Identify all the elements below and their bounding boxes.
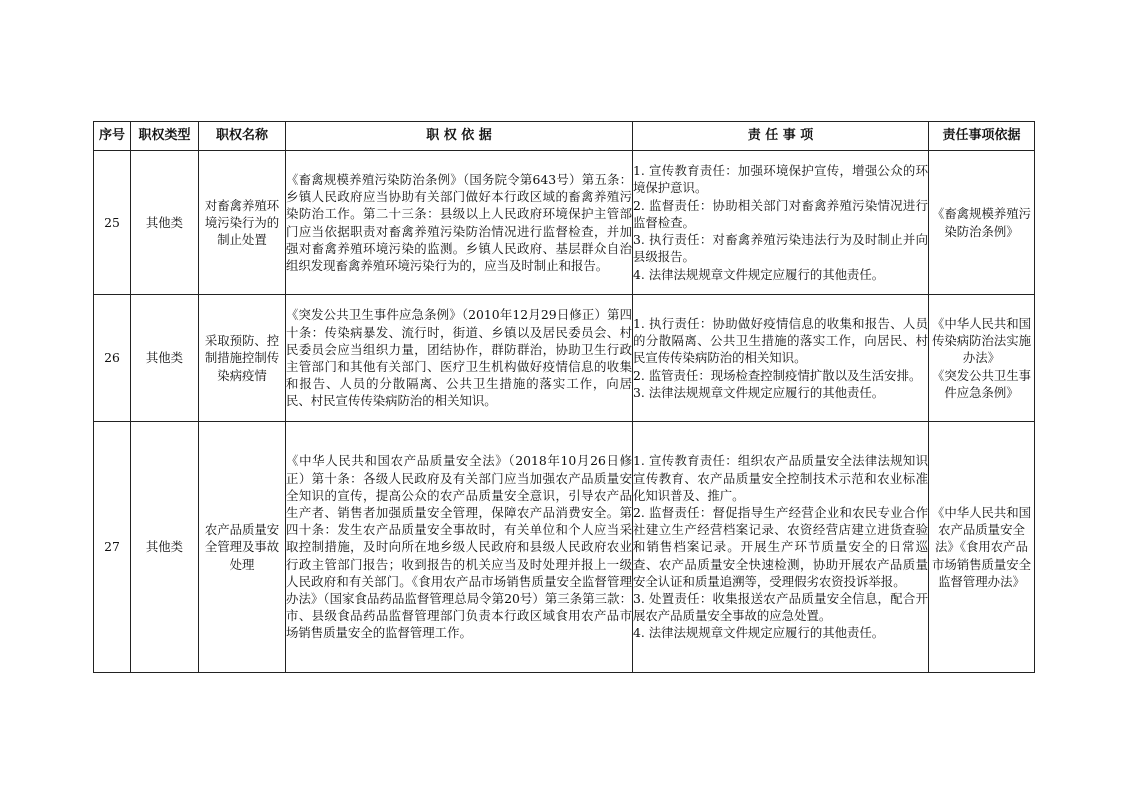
responsibility-item: 1. 宣传教育责任：组织农产品质量安全法律法规知识宣传教育、农产品质量安全控制技术示范和农业标准化知识普及、推广。	[633, 453, 928, 503]
responsibility-item: 1. 执行责任：协助做好疫情信息的收集和报告、人员的分散隔离、公共卫生措施的落实工作，向居民、村民宣传传染病防治的相关知识。	[633, 315, 928, 366]
header-responsibility: 责 任 事 项	[633, 122, 929, 151]
responsibility-item: 2. 监管责任：现场检查控制疫情扩散以及生活安排。	[633, 367, 922, 383]
row-responsibility-basis	[929, 151, 1035, 295]
table-row	[94, 422, 1035, 673]
row-responsibilities	[633, 295, 929, 422]
row-seq: 26	[94, 295, 131, 422]
row-power-name: 采取预防、控制措施控制传染病疫情	[199, 295, 286, 422]
header-basis: 职 权 依 据	[286, 122, 633, 151]
header-name: 职权名称	[199, 122, 286, 151]
responsibility-item: 3. 法律法规规章文件规定应履行的其他责任。	[633, 384, 885, 400]
row-seq: 27	[94, 422, 131, 673]
responsibility-item: 4. 法律法规规章文件规定应履行的其他责任。	[633, 625, 885, 641]
responsibility-item: 2. 监督责任：协助相关部门对畜禽养殖污染情况进行监督检查。	[633, 197, 928, 230]
responsibility-basis-item: 《畜禽规模养殖污染防治条例》	[931, 206, 1032, 239]
row-power-name: 对畜禽养殖环境污染行为的制止处置	[199, 151, 286, 295]
row-type: 其他类	[131, 422, 199, 673]
row-seq: 25	[94, 151, 131, 295]
responsibility-item: 1. 宣传教育责任：加强环境保护宣传，增强公众的环境保护意识。	[633, 163, 928, 196]
responsibility-basis-item: 《中华人民共和国传染病防治法实施办法》	[931, 315, 1032, 366]
responsibility-basis-item: 《中华人民共和国农产品质量安全法》《食用农产品市场销售质量安全监督管理办法》	[931, 504, 1032, 589]
header-seq: 序号	[94, 122, 131, 151]
responsibility-item: 4. 法律法规规章文件规定应履行的其他责任。	[633, 266, 885, 282]
row-responsibility-basis	[929, 422, 1035, 673]
row-type: 其他类	[131, 151, 199, 295]
table-row	[94, 295, 1035, 422]
row-responsibilities	[633, 151, 929, 295]
header-type: 职权类型	[131, 122, 199, 151]
responsibility-item: 3. 处置责任：收集报送农产品质量安全信息，配合开展农产品质量安全事故的应急处置。	[633, 591, 928, 624]
responsibility-item: 2. 监督责任：督促指导生产经营企业和农民专业合作社建立生产经营档案记录、农资经营店建立进货查验和销售档案记录。开展生产环节质量安全的日常巡查、农产品质量安全快速检测，协助开展农产品质量安全认证和质量追溯等，受理假劣农资投诉举报。	[633, 504, 928, 589]
responsibility-basis-item: 《突发公共卫生事件应急条例》	[931, 367, 1032, 400]
row-power-basis: 《中华人民共和国农产品质量安全法》（2018年10月26日修正）第十条：各级人民政府及有关部门应当加强农产品质量安全知识的宣传，提高公众的农产品质量安全意识，引导农产品生产者、销售者加强质量安全管理，保障农产品消费安全。第四十条：发生农产品质量安全事故时，有关单位和个人应当采取控制措施，及时向所在地乡级人民政府和县级人民政府农业行政主管部门报告；收到报告的机关应当及时处理并报上一级人民政府和有关部门。《食用农产品市场销售质量安全监督管理办法》（国家食品药品监督管理总局令第20号）第三条第三款：市、县级食品药品监督管理部门负责本行政区域食用农产品市场销售质量安全的监督管理工作。	[286, 422, 633, 673]
header-row	[94, 122, 1035, 151]
duty-table	[93, 121, 1035, 673]
row-power-basis: 《畜禽规模养殖污染防治条例》（国务院令第643号）第五条：乡镇人民政府应当协助有关部门做好本行政区域的畜禽养殖污染防治工作。第二十三条：县级以上人民政府环境保护主管部门应当依据职责对畜禽养殖污染防治情况进行监督检查，并加强对畜禽养殖环境污染的监测。乡镇人民政府、基层群众自治组织发现畜禽养殖环境污染行为的，应当及时制止和报告。	[286, 151, 633, 295]
row-responsibility-basis	[929, 295, 1035, 422]
header-responsibility-basis: 责任事项依据	[929, 122, 1035, 151]
responsibility-item: 3. 执行责任：对畜禽养殖污染违法行为及时制止并向县级报告。	[633, 232, 928, 265]
row-power-basis: 《突发公共卫生事件应急条例》（2010年12月29日修正）第四十条：传染病暴发、流行时，街道、乡镇以及居民委员会、村民委员会应当组织力量，团结协作，群防群治，协助卫生行政主管部门和其他有关部门、医疗卫生机构做好疫情信息的收集和报告、人员的分散隔离、公共卫生措施的落实工作，向居民、村民宣传传染病防治的相关知识。	[286, 295, 633, 422]
row-responsibilities	[633, 422, 929, 673]
row-type: 其他类	[131, 295, 199, 422]
table-row	[94, 151, 1035, 295]
row-power-name: 农产品质量安全管理及事故处理	[199, 422, 286, 673]
